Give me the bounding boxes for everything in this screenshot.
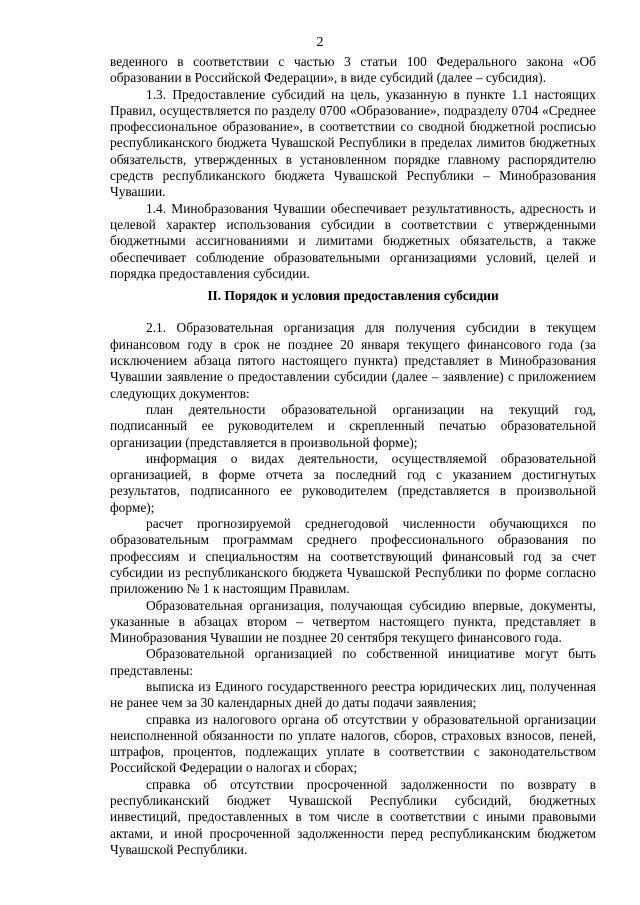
paragraph-debt-certificate: справка об отсутствии просроченной задолженности по возврату в республиканский бюджет Чувашской Республики субсидий, бюджетных инвестиций, предоставленных в том числе в соответствии с иными правовыми актами, и иной просроченной задолженности перед республиканским бюджетом Чувашской Республики.: [110, 776, 596, 857]
document-body: [110, 54, 596, 858]
section-heading: II. Порядок и условия предоставления субсидии: [207, 288, 499, 304]
paragraph-calculation: расчет прогнозируемой среднегодовой численности обучающихся по образовательным программам среднего профессионального образования по профессиям и специальностям на соответствующий финансовый год за счет субсидии из республиканского бюджета Чувашской Республики по форме согласно приложению № 1 к настоящим Правилам.: [110, 516, 596, 597]
paragraph-info: информация о видах деятельности, осуществляемой образовательной организацией, в форме отчета за последний год с указанием достигнутых результатов, подписанного ее руководителем (представляется в произвольной форме);: [110, 450, 596, 515]
page-number: 2: [316, 35, 324, 50]
paragraph-tax-certificate: справка из налогового органа об отсутствии у образовательной организации неисполненной обязанности по уплате налогов, сборов, страховых взносов, пеней, штрафов, процентов, подлежащих уплате в соответствии с законодательством Российской Федерации о налогах и сборах;: [110, 711, 596, 776]
paragraph-plan: план деятельности образовательной организации на текущий год, подписанный ее руководителем и скрепленный печатью образовательной организации (представляется в произвольной форме);: [110, 401, 596, 450]
paragraph-own-initiative: Образовательной организацией по собственной инициативе могут быть представлены:: [110, 646, 596, 678]
paragraph-first-time: Образовательная организация, получающая субсидию впервые, документы, указанные в абзацах втором – четвертом настоящего пункта, представляет в Минобразования Чувашии не позднее 20 сентября текущего финансового года.: [110, 597, 596, 646]
paragraph-1-4: 1.4. Минобразования Чувашии обеспечивает результативность, адресность и целевой характер использования субсидии в соответствии с утвержденными бюджетными ассигнованиями и лимитами бюджетных обязательств, а также обеспечивает соблюдение образовательными организациями условий, целей и порядка предоставления субсидии.: [110, 200, 596, 281]
paragraph-intro-continuation: веденного в соответствии с частью 3 статьи 100 Федерального закона «Об образовании в Российской Федерации», в виде субсидий (далее – субсидия).: [110, 54, 596, 86]
paragraph-1-3: 1.3. Предоставление субсидий на цель, указанную в пункте 1.1 настоящих Правил, осуществляется по разделу 0700 «Образование», подразделу 0704 «Среднее профессиональное образование», в соответствии со сводной бюджетной росписью республиканского бюджета Чувашской Республики в пределах лимитов бюджетных обязательств, утвержденных в установленном порядке главному распорядителю средств республиканского бюджета Чувашской Республики – Минобразования Чувашии.: [110, 86, 596, 200]
paragraph-extract: выписка из Единого государственного реестра юридических лиц, полученная не ранее чем за 30 календарных дней до даты подачи заявления;: [110, 678, 596, 711]
paragraph-2-1: 2.1. Образовательная организация для получения субсидии в текущем финансовом году в срок не позднее 20 января текущего финансового года (за исключением абзаца пятого настоящего пункта) представляет в Минобразования Чувашии заявление о предоставлении субсидии (далее – заявление) с приложением следующих документов:: [110, 320, 596, 401]
